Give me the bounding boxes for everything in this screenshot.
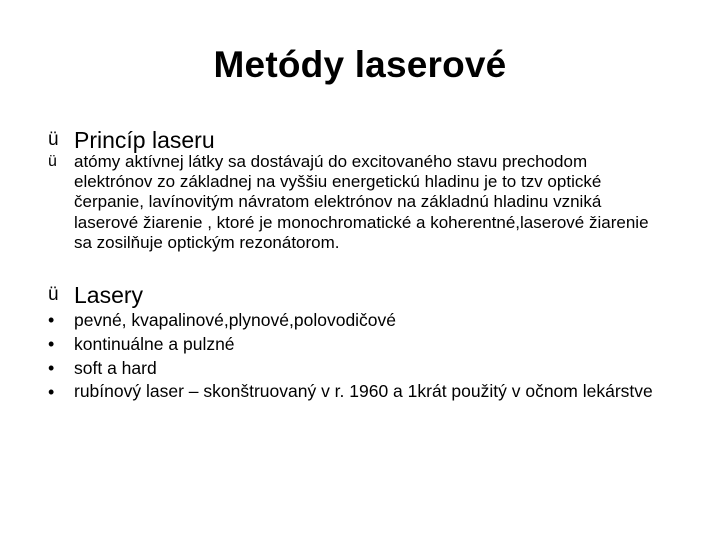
section-heading-princip: Princíp laseru — [74, 127, 215, 153]
list-item — [48, 333, 235, 356]
bullet-icon: • — [48, 310, 55, 330]
paragraph-row-princip — [48, 152, 654, 253]
section-heading-row-lasery — [48, 282, 143, 308]
bullet-icon: • — [48, 358, 55, 378]
bullet-icon: • — [48, 382, 55, 402]
check-icon: ü — [48, 153, 57, 170]
list-item — [48, 381, 674, 404]
check-icon: ü — [48, 129, 59, 150]
list-item — [48, 357, 157, 380]
slide-title: Metódy laserové — [213, 44, 507, 85]
list-item — [48, 309, 396, 332]
list-item-text: pevné, kvapalinové,plynové,polovodičové — [74, 310, 397, 330]
section-heading-row-princip — [48, 127, 215, 153]
section-heading-lasery: Lasery — [74, 282, 144, 308]
list-item-text: soft a hard — [74, 358, 157, 378]
list-item-text: kontinuálne a pulzné — [74, 334, 235, 354]
section-paragraph-princip: atómy aktívnej látky sa dostávajú do excitovaného stavu prechodom elektrónov zo základnej na vyššiu energetickú hladinu je to tzv optické čerpanie, lavínovitým návratom elektrónov na základnú hladinu vzniká laserové žiarenie , ktoré je monochromatické a koherentné,laserové žiarenie sa zosilňuje optickým rezonátorom. — [74, 152, 649, 252]
check-icon: ü — [48, 284, 59, 305]
list-item-text: rubínový laser – skonštruovaný v r. 1960 a 1krát použitý v očnom lekárstve — [74, 381, 653, 401]
bullet-icon: • — [48, 334, 55, 354]
